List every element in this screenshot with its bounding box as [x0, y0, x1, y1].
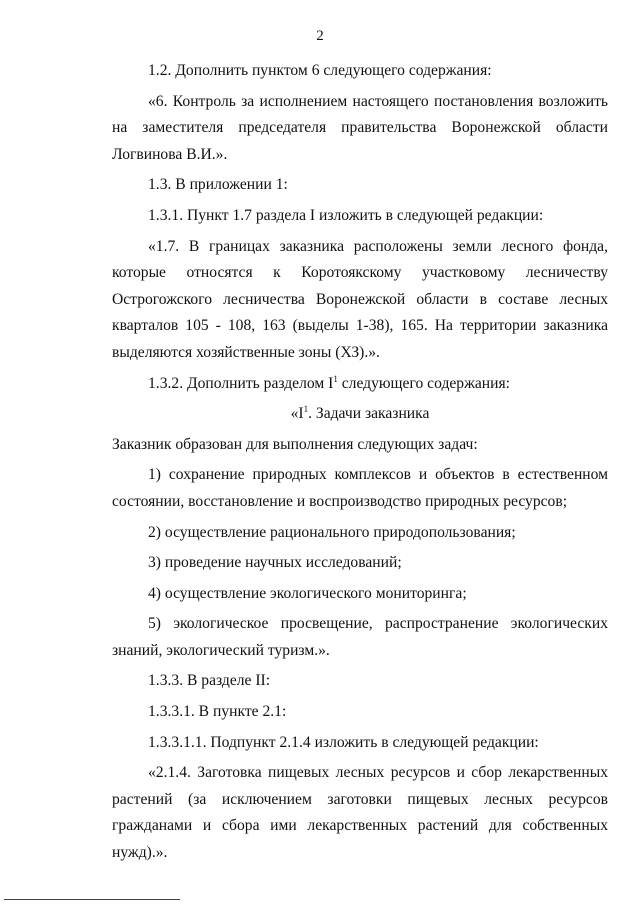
- paragraph-1-3-2-text-a: 1.3.2. Дополнить разделом I: [148, 374, 334, 392]
- paragraph-1-3-1: 1.3.1. Пункт 1.7 раздела I изложить в следующей редакции:: [148, 206, 544, 224]
- paragraph-1-3-3-1-1: 1.3.3.1.1. Подпункт 2.1.4 изложить в следующей редакции:: [148, 733, 539, 751]
- task-item-1: 1) сохранение природных комплексов и объектов в естественном состоянии, восстановление и воспроизводство природных ресурсов;: [112, 466, 608, 510]
- paragraph-1-3: 1.3. В приложении 1:: [148, 176, 288, 194]
- footer-rule: [4, 899, 180, 900]
- paragraph-1-3-2: [112, 371, 608, 398]
- section-heading-text-a: «I: [290, 405, 304, 423]
- task-item-5: 5) экологическое просвещение, распространение экологических знаний, экологический туризм.».: [112, 615, 608, 659]
- document-body: [112, 58, 608, 871]
- paragraph-1-2: 1.2. Дополнить пунктом 6 следующего содержания:: [148, 62, 492, 79]
- paragraph-6-control: «6. Контроль за исполнением настоящего постановления возложить на заместителя председателя правительства Воронежской области Логвинова В.И.».: [112, 92, 608, 163]
- paragraph-1-3-3-1: 1.3.3.1. В пункте 2.1:: [148, 703, 287, 721]
- paragraph-1-3-2-superscript: 1: [333, 373, 338, 384]
- paragraph-1-7: «1.7. В границах заказника расположены земли лесного фонда, которые относятся к Коротоякскому участковому лесничеству Острогожского лесничества Воронежской области в составе лесных кварталов 105 - 108, 163 (выделы 1-38), 165. На территории заказника выделяются хозяйственные зоны (ХЗ).».: [112, 237, 608, 361]
- page-number: 2: [316, 28, 324, 44]
- paragraph-1-3-2-text-b: следующего содержания:: [337, 374, 510, 392]
- section-heading-text-b: . Задачи заказника: [308, 405, 430, 423]
- task-item-4: 4) осуществление экологического мониторинга;: [148, 584, 467, 602]
- paragraph-tasks-intro: Заказник образован для выполнения следующих задач:: [112, 435, 478, 453]
- task-item-3: 3) проведение научных исследований;: [148, 554, 402, 572]
- paragraph-1-3-3: 1.3.3. В разделе II:: [148, 672, 271, 690]
- section-heading: [112, 401, 608, 428]
- section-heading-superscript: 1: [303, 404, 309, 415]
- paragraph-2-1-4: «2.1.4. Заготовка пищевых лесных ресурсов и сбор лекарственных растений (за исключением заготовки пищевых лесных ресурсов гражданами и сбора ими лекарственных растений для собственных нужд).».: [112, 764, 608, 862]
- task-item-2: 2) осуществление рационального природопользования;: [148, 523, 516, 541]
